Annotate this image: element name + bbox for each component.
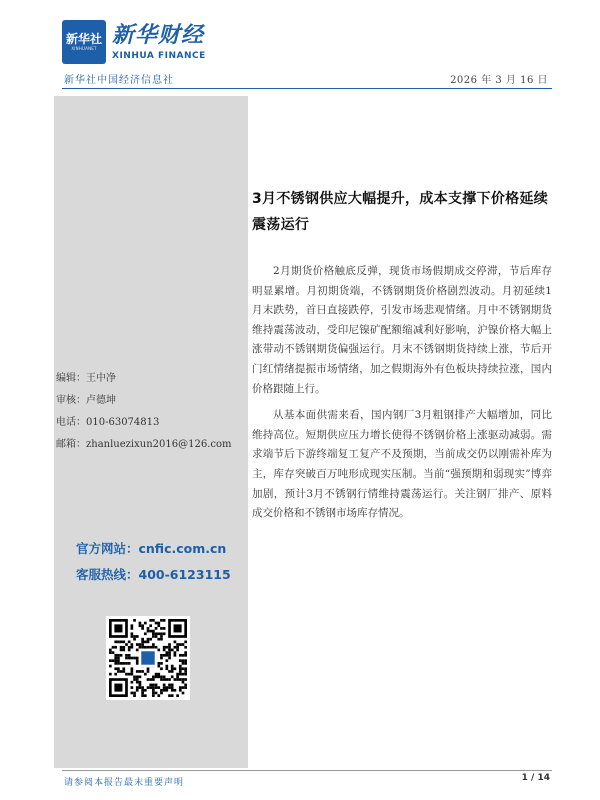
editor-name: 编辑：王中净 xyxy=(56,373,116,384)
header-divider xyxy=(62,88,552,89)
footer-divider xyxy=(62,770,552,771)
brand-name-en: XINHUA FINANCE xyxy=(112,51,206,61)
xinhua-logo-text: 新华社 xyxy=(65,32,102,46)
article-paragraph: 2月期货价格触底反弹，现货市场假期成交停滞，节后库存明显累增。月初期货端，不锈钢期货价格剧烈波动。月初延续1月末跌势，首日直接跌停，引发市场悲观情绪。月中不锈钢期货维持震荡波动，受印尼镍矿配额缩减利好影响，沪镍价格大幅上涨带动不锈钢期货偏强运行。月末不锈钢期货持续上涨，节后开门红情绪提振市场情绪，加之假期海外有色板块持续拉涨，国内价格跟随上行。 xyxy=(252,265,552,395)
article-title: 3月不锈钢供应大幅提升，成本支撑下价格延续震荡运行 xyxy=(252,191,549,233)
phone-number: 电话：010-63074813 xyxy=(56,417,160,428)
page-number: 1 / 14 xyxy=(521,773,550,783)
qr-code-icon xyxy=(106,616,190,700)
xinhua-finance-logo xyxy=(112,22,206,62)
article-paragraphs xyxy=(252,262,552,524)
qr-code-pattern xyxy=(109,619,187,697)
email-address: 邮箱：zhanluezixun2016@126.com xyxy=(56,439,232,450)
article-paragraph: 从基本面供需来看，国内钢厂3月粗钢排产大幅增加，同比维持高位。短期供应压力增长使得不锈钢价格上涨驱动减弱。需求端节后下游终端复工复产不及预期，当前成交仍以刚需补库为主，库存突破百万吨形成现实压制。当前“强预期和弱现实”博弈加剧，预计3月不锈钢行情维持震荡运行。关注钢厂排产、原料成交价格和不锈钢市场库存情况。 xyxy=(252,409,552,520)
reviewer-name: 审核：卢德坤 xyxy=(56,395,116,406)
organization-name: 新华社中国经济信息社 xyxy=(64,75,174,86)
xinhua-logo-subtext: XINHUANET xyxy=(71,46,97,51)
xinhua-logo xyxy=(62,20,106,64)
editor-info xyxy=(56,368,231,456)
report-date: 2026 年 3 月 16 日 xyxy=(450,75,548,86)
brand-name-cn: 新华财经 xyxy=(112,22,205,48)
report-header xyxy=(0,0,600,96)
article-body xyxy=(252,186,552,531)
contact-info xyxy=(76,536,231,588)
service-hotline: 客服热线：400-6123115 xyxy=(76,567,231,582)
official-website[interactable]: 官方网站：cnfic.com.cn xyxy=(76,541,227,556)
disclaimer-notice: 请参阅本报告最末重要声明 xyxy=(64,778,185,788)
info-sidebar xyxy=(54,96,248,768)
